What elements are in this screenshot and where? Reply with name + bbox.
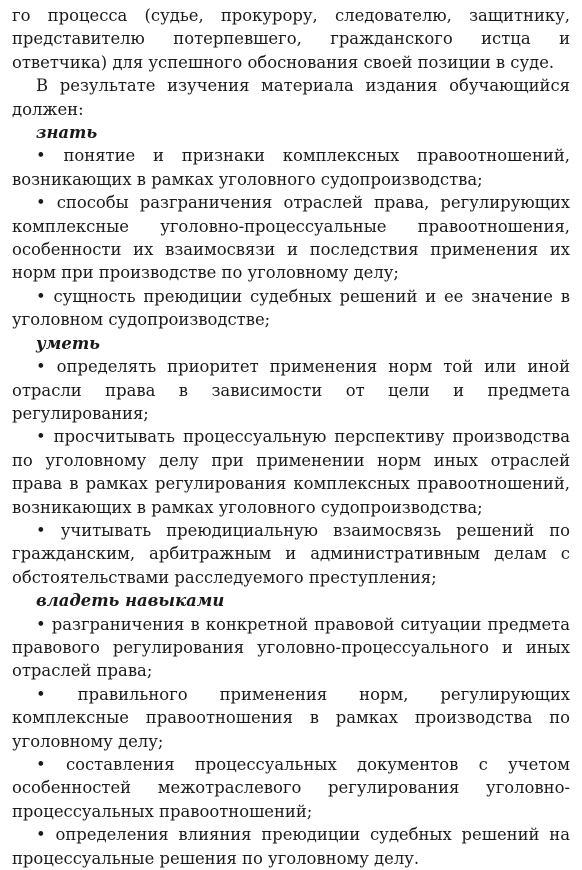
result-intro-paragraph: В результате изучения материала издания обучающийся должен: <box>12 76 570 119</box>
list-item: • просчитывать процессуальную перспективу производства по уголовному делу при применении норм иных отраслей права в рамках регулирования комплексных правоотношений, возникающих в рамках уголовного судопроизводства; <box>12 427 570 517</box>
intro-continued-paragraph: го процесса (судье, прокурору, следователю, защитнику, представителю потерпевшего, гражданского истца и ответчика) для успешного обоснования своей позиции в суде. <box>12 6 570 72</box>
section-heading-be-able: уметь <box>36 333 100 353</box>
list-item: • правильного применения норм, регулирующих комплексные правоотношения в рамках производства по уголовному делу; <box>12 684 570 751</box>
list-item: • учитывать преюдициальную взаимосвязь решений по гражданским, арбитражным и административным делам с обстоятельствами расследуемого преступления; <box>12 520 570 587</box>
list-item: • разграничения в конкретной правовой ситуации предмета правового регулирования уголовно-процессуального и иных отраслей права; <box>12 614 570 681</box>
list-item: • способы разграничения отраслей права, регулирующих комплексные уголовно-процессуальные правоотношения, особенности их взаимосвязи и последствия применения их норм при производстве по уголовному делу; <box>12 193 570 283</box>
list-item: • составления процессуальных документов с учетом особенностей межотраслевого регулирования уголовно-процессуальных правоотношений; <box>12 755 570 821</box>
list-item: • определять приоритет применения норм той или иной отрасли права в зависимости от цели и предмета регулирования; <box>12 357 570 423</box>
section-heading-know: знать <box>36 123 98 143</box>
list-item: • понятие и признаки комплексных правоотношений, возникающих в рамках уголовного судопроизводства; <box>12 146 570 189</box>
section-heading-skills: владеть навыками <box>36 591 225 611</box>
list-item: • сущность преюдиции судебных решений и ее значение в уголовном судопроизводстве; <box>12 286 570 330</box>
list-item: • определения влияния преюдиции судебных решений на процессуальные решения по уголовному делу. <box>12 825 570 868</box>
